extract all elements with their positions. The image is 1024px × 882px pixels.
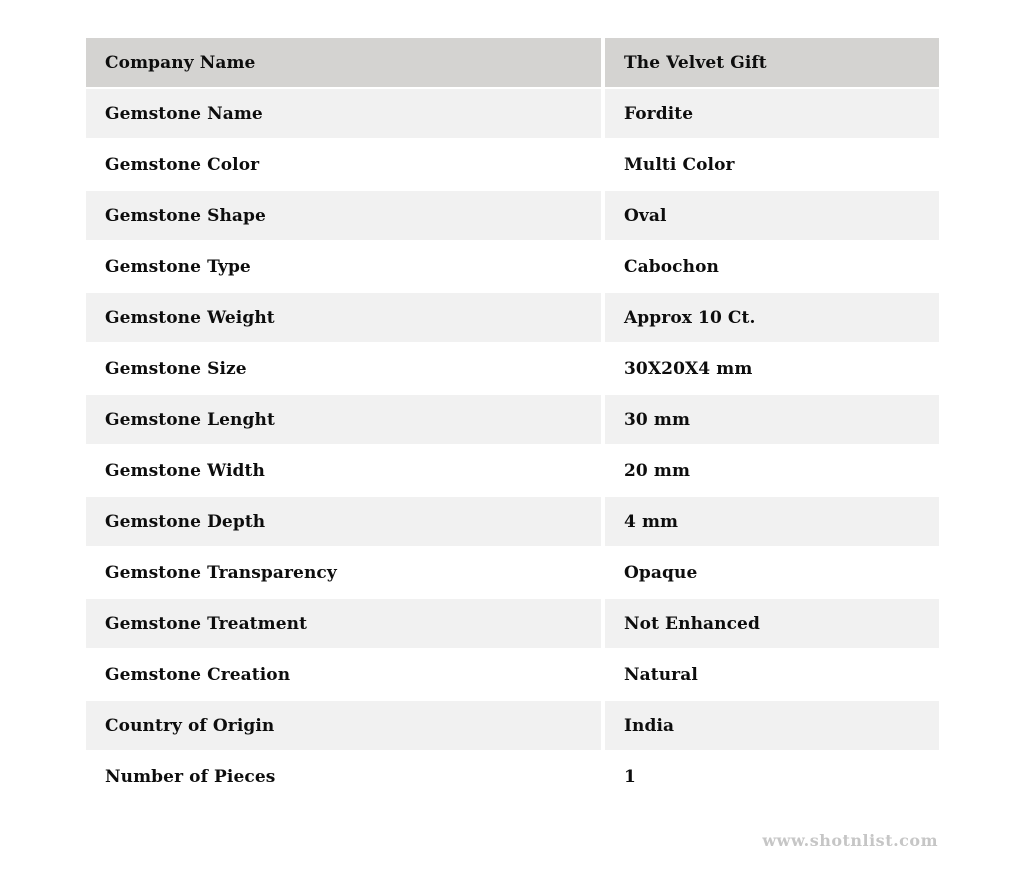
row-label-cell: Gemstone Color xyxy=(86,140,601,189)
table-row xyxy=(86,242,939,291)
watermark: www.shotnlist.com xyxy=(762,831,938,850)
row-label-cell: Gemstone Lenght xyxy=(86,395,601,444)
gemstone-spec-table xyxy=(86,38,939,803)
row-label-cell: Gemstone Depth xyxy=(86,497,601,546)
row-value-cell: Multi Color xyxy=(605,140,939,189)
row-label-cell: Gemstone Creation xyxy=(86,650,601,699)
row-value-cell: Opaque xyxy=(605,548,939,597)
row-label-cell: Gemstone Treatment xyxy=(86,599,601,648)
header-value-cell: The Velvet Gift xyxy=(605,38,939,87)
row-label-cell: Gemstone Name xyxy=(86,89,601,138)
row-label-cell: Number of Pieces xyxy=(86,752,601,801)
row-value-cell: 30X20X4 mm xyxy=(605,344,939,393)
row-label-cell: Gemstone Weight xyxy=(86,293,601,342)
table-row xyxy=(86,140,939,189)
table-row xyxy=(86,599,939,648)
table-row xyxy=(86,89,939,138)
row-value-cell: India xyxy=(605,701,939,750)
row-value-cell: 30 mm xyxy=(605,395,939,444)
table-row xyxy=(86,344,939,393)
table-row xyxy=(86,701,939,750)
table-row xyxy=(86,293,939,342)
table-row xyxy=(86,446,939,495)
row-value-cell: Approx 10 Ct. xyxy=(605,293,939,342)
table-header-row xyxy=(86,38,939,87)
row-label-cell: Gemstone Width xyxy=(86,446,601,495)
row-label-cell: Gemstone Transparency xyxy=(86,548,601,597)
table-row xyxy=(86,548,939,597)
row-label-cell: Gemstone Type xyxy=(86,242,601,291)
row-label-cell: Country of Origin xyxy=(86,701,601,750)
row-value-cell: 4 mm xyxy=(605,497,939,546)
row-value-cell: Natural xyxy=(605,650,939,699)
row-value-cell: Fordite xyxy=(605,89,939,138)
row-value-cell: Not Enhanced xyxy=(605,599,939,648)
spec-table-body xyxy=(86,89,939,801)
table-row xyxy=(86,752,939,801)
table-row xyxy=(86,191,939,240)
table-row xyxy=(86,395,939,444)
table-row xyxy=(86,650,939,699)
row-label-cell: Gemstone Shape xyxy=(86,191,601,240)
row-value-cell: 20 mm xyxy=(605,446,939,495)
header-label-cell: Company Name xyxy=(86,38,601,87)
row-value-cell: Cabochon xyxy=(605,242,939,291)
row-value-cell: Oval xyxy=(605,191,939,240)
table-row xyxy=(86,497,939,546)
row-label-cell: Gemstone Size xyxy=(86,344,601,393)
row-value-cell: 1 xyxy=(605,752,939,801)
